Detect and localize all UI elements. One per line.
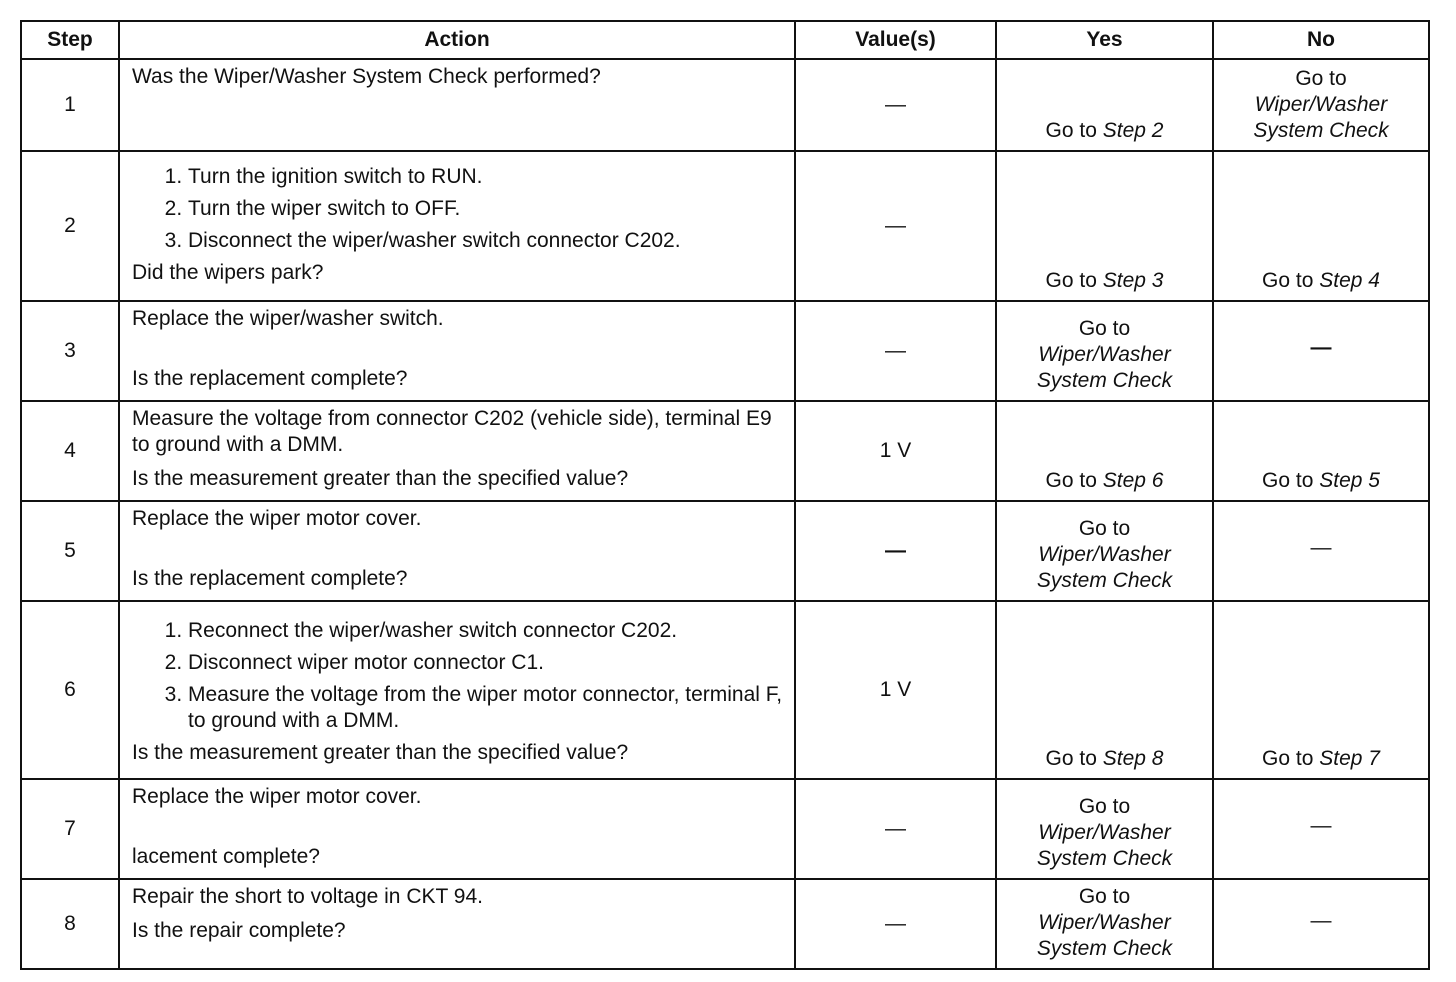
system-check-link[interactable]: Wiper/Washer xyxy=(1254,93,1388,116)
value-cell: — xyxy=(795,879,996,969)
value-cell: — xyxy=(795,151,996,301)
step-number: 7 xyxy=(21,779,119,879)
yes-cell xyxy=(996,59,1213,151)
system-check-link[interactable]: Wiper/Washer xyxy=(1038,821,1171,844)
question-text: Did the wipers park? xyxy=(132,261,324,284)
step-link[interactable]: Step 3 xyxy=(1102,269,1164,292)
goto-prefix: Go to xyxy=(1262,269,1314,292)
table-row xyxy=(21,879,1429,969)
action-text: Replace the wiper motor cover. xyxy=(132,785,422,808)
goto-prefix: Go to xyxy=(1045,747,1097,770)
action-text: Repair the short to voltage in CKT 94. xyxy=(132,885,483,908)
goto-prefix: Go to xyxy=(1262,469,1314,492)
action-text: Replace the wiper/washer switch. xyxy=(132,307,444,330)
value-cell: 1 V xyxy=(795,601,996,779)
list-item: 2. Disconnect wiper motor connector C1. xyxy=(188,650,784,676)
table-row xyxy=(21,601,1429,779)
value-cell: — xyxy=(795,779,996,879)
question-text: Is the repair complete? xyxy=(132,919,346,942)
step-number: 2 xyxy=(21,151,119,301)
step-link[interactable]: Step 2 xyxy=(1102,119,1164,142)
step-number: 8 xyxy=(21,879,119,969)
header-yes: Yes xyxy=(996,21,1213,59)
table-row xyxy=(21,779,1429,879)
goto-prefix: Go to xyxy=(1045,119,1097,142)
question-text: Is the replacement complete? xyxy=(132,367,408,390)
step-number: 1 xyxy=(21,59,119,151)
system-check-link[interactable]: System Check xyxy=(1036,569,1173,592)
step-number: 5 xyxy=(21,501,119,601)
goto-prefix: Go to xyxy=(1262,747,1314,770)
no-cell xyxy=(1213,401,1429,501)
action-cell xyxy=(119,59,795,151)
action-cell xyxy=(119,401,795,501)
action-cell xyxy=(119,301,795,401)
step-link[interactable]: Step 5 xyxy=(1319,469,1380,492)
list-item: 1. Turn the ignition switch to RUN. xyxy=(188,164,784,190)
action-list xyxy=(132,618,784,734)
no-cell: — xyxy=(1213,501,1429,601)
no-cell: — xyxy=(1213,779,1429,879)
list-item: 3. Measure the voltage from the wiper motor connector, terminal F, to ground with a DMM. xyxy=(188,682,784,734)
question-text: Is the measurement greater than the specified value? xyxy=(132,741,629,764)
system-check-link[interactable]: Wiper/Washer xyxy=(1038,343,1171,366)
system-check-link[interactable]: System Check xyxy=(1036,937,1173,960)
table-row xyxy=(21,501,1429,601)
action-text: Measure the voltage from connector C202 (vehicle side), terminal E9 to ground with a DMM. xyxy=(132,407,772,456)
action-text: Replace the wiper motor cover. xyxy=(132,507,422,530)
step-link[interactable]: Step 8 xyxy=(1102,747,1164,770)
action-cell xyxy=(119,601,795,779)
list-item: 2. Turn the wiper switch to OFF. xyxy=(188,196,784,222)
goto-prefix: Go to xyxy=(1045,469,1097,492)
step-number: 4 xyxy=(21,401,119,501)
goto-prefix: Go to xyxy=(1045,269,1097,292)
question-text: lacement complete? xyxy=(132,845,320,868)
question-text: Is the replacement complete? xyxy=(132,567,408,590)
question-text: Is the measurement greater than the specified value? xyxy=(132,467,629,490)
no-cell: — xyxy=(1213,301,1429,401)
action-cell xyxy=(119,779,795,879)
step-link[interactable]: Step 4 xyxy=(1319,269,1380,292)
header-step: Step xyxy=(21,21,119,59)
value-cell: — xyxy=(795,59,996,151)
step-number: 6 xyxy=(21,601,119,779)
header-values: Value(s) xyxy=(795,21,996,59)
goto-prefix: Go to xyxy=(1078,317,1131,340)
step-number: 3 xyxy=(21,301,119,401)
list-item: 1. Reconnect the wiper/washer switch connector C202. xyxy=(188,618,784,644)
yes-cell xyxy=(996,501,1213,601)
no-cell xyxy=(1213,151,1429,301)
action-cell xyxy=(119,501,795,601)
yes-cell xyxy=(996,401,1213,501)
value-cell: 1 V xyxy=(795,401,996,501)
table-row xyxy=(21,301,1429,401)
value-cell: — xyxy=(795,501,996,601)
diagnostic-table xyxy=(20,20,1430,970)
value-cell: — xyxy=(795,301,996,401)
table-row xyxy=(21,59,1429,151)
system-check-link[interactable]: Wiper/Washer xyxy=(1038,543,1171,566)
header-row xyxy=(21,21,1429,59)
yes-cell xyxy=(996,301,1213,401)
table-row xyxy=(21,151,1429,301)
action-cell xyxy=(119,879,795,969)
system-check-link[interactable]: System Check xyxy=(1036,369,1173,392)
yes-cell xyxy=(996,151,1213,301)
table-row xyxy=(21,401,1429,501)
no-cell xyxy=(1213,601,1429,779)
goto-prefix: Go to xyxy=(1295,67,1347,90)
list-item: 3. Disconnect the wiper/washer switch connector C202. xyxy=(188,228,784,254)
no-cell: — xyxy=(1213,879,1429,969)
no-cell xyxy=(1213,59,1429,151)
question-text: Was the Wiper/Washer System Check performed? xyxy=(132,65,601,88)
system-check-link[interactable]: System Check xyxy=(1036,847,1173,870)
action-cell xyxy=(119,151,795,301)
yes-cell xyxy=(996,879,1213,969)
system-check-link[interactable]: Wiper/Washer xyxy=(1038,911,1171,934)
goto-prefix: Go to xyxy=(1078,795,1131,818)
step-link[interactable]: Step 6 xyxy=(1102,469,1164,492)
system-check-link[interactable]: System Check xyxy=(1253,119,1389,142)
goto-prefix: Go to xyxy=(1078,885,1131,908)
yes-cell xyxy=(996,779,1213,879)
goto-prefix: Go to xyxy=(1078,517,1131,540)
yes-cell xyxy=(996,601,1213,779)
step-link[interactable]: Step 7 xyxy=(1319,747,1380,770)
header-action: Action xyxy=(119,21,795,59)
action-list xyxy=(132,164,784,254)
header-no: No xyxy=(1213,21,1429,59)
